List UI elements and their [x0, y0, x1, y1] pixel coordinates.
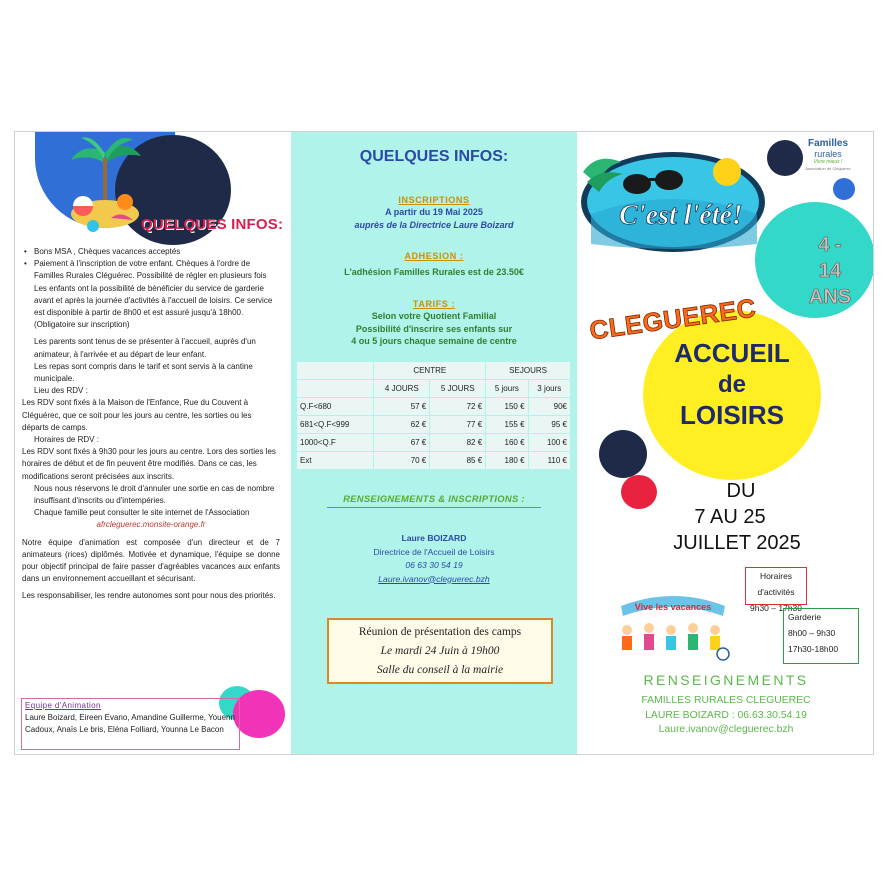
accueil-line-2: de	[717, 371, 746, 398]
table-row	[297, 452, 570, 469]
age-line-3: ANS	[808, 286, 852, 308]
logo-familles-text: Familles	[807, 138, 849, 149]
table-row	[297, 398, 570, 415]
reserve-text: Nous nous réservons le droit d'annuler une sortie en cas de nombre insuffisant d'inscrits ou d'intempéries.	[34, 483, 275, 506]
garderie-title: Garderie	[788, 612, 822, 622]
renseignements-title: RENSEIGNEMENTS	[643, 672, 809, 688]
inscriptions-heading: INSCRIPTIONS	[398, 195, 470, 205]
renseignements-heading: RENSEIGNEMENTS & INSCRIPTIONS :	[343, 493, 525, 504]
decor-pink-circle	[233, 690, 285, 738]
rens-line-2: LAURE BOIZARD : 06.63.30.54.19	[645, 709, 807, 721]
info-repas: Les repas sont compris dans le tarif et sont servis à la cantine municipale.	[34, 361, 253, 384]
left-info-text	[22, 246, 280, 603]
table-header-row	[297, 380, 570, 397]
table-corner-cell	[297, 362, 373, 379]
table-col-header: 5 jours	[486, 380, 527, 397]
table-cell: 155 €	[486, 416, 527, 433]
horaires-title: Horaires d'activités	[757, 571, 795, 597]
info-garderie: Les enfants ont la possibilité de bénéficier du service de garderie avant et après la journée d'activités à l'accueil de loisirs. Ce service est disponible à partir de 8h00 et est assuré jusqu'à 18h00. (Obligatoire sur inscription)	[34, 283, 273, 330]
tarifs-table	[296, 361, 571, 470]
dates-line-1: DU	[726, 480, 756, 502]
table-cell: 160 €	[486, 434, 527, 451]
tarifs-section	[291, 298, 577, 348]
table-row	[297, 416, 570, 433]
contact-phone: 06 63 30 54 19	[405, 560, 463, 570]
site-text: Chaque famille peut consulter le site internet de l'Association	[34, 508, 250, 518]
table-cell: 85 €	[430, 452, 485, 469]
equipe-description: Notre équipe d'animation est composée d'un directeur et de 7 animateurs (rices) diplômés. Motivée et dynamique, l'équipe se donne pour objectif principal de faire passer d'agréables vacances aux enfants dans un environnement accueillant et sécurisant.	[22, 537, 280, 584]
contact-role: Directrice de l'Accueil de Loisirs	[373, 546, 495, 557]
table-group-sejours: SEJOURS	[486, 362, 570, 379]
rens-email-link[interactable]: Laure.ivanov@cleguerec.bzh	[658, 724, 794, 735]
reunion-box	[327, 618, 553, 684]
adhesion-text: L'adhésion Familles Rurales est de 23.50€	[344, 267, 524, 278]
ville-title: CLEGUEREC	[587, 292, 758, 346]
equipe-names: Laure Boizard, Eireen Evano, Amandine Guillerme, Youenn Cadoux, Anaïs Le bris, Eléna Folliard, Younna Le Bacon	[25, 713, 235, 734]
info-bullet-paiement: • Paiement à l'inscription de votre enfant. Chèques à l'ordre de Familles Rurales Cléguérec. Possibilité de régler en plusieurs fois	[22, 258, 280, 282]
familles-rurales-logo	[799, 138, 857, 182]
tarifs-line-3: 4 ou 5 jours chaque semaine de centre	[351, 336, 517, 347]
middle-title: QUELQUES INFOS:	[359, 148, 509, 165]
cest-lete-badge-icon	[577, 144, 769, 254]
table-row	[297, 434, 570, 451]
adhesion-heading: ADHESION :	[404, 251, 464, 261]
right-panel	[577, 132, 874, 755]
table-group-centre: CENTRE	[374, 362, 485, 379]
lieu-title: Lieu des RDV :	[34, 386, 88, 396]
middle-panel	[291, 132, 577, 755]
equipe-box	[21, 698, 240, 750]
rens-line-1: FAMILLES RURALES CLEGUEREC	[641, 695, 811, 706]
table-cell: 62 €	[374, 416, 429, 433]
table-cell: 82 €	[430, 434, 485, 451]
table-cell: 70 €	[374, 452, 429, 469]
accueil-loisirs-title	[643, 338, 821, 431]
table-cell: 67 €	[374, 434, 429, 451]
site-url-link[interactable]: afrcleguerec.monsite-orange.fr	[96, 520, 206, 530]
decor-navy-circle	[599, 430, 647, 478]
dates-line-3: JUILLET 2025	[673, 532, 801, 554]
garderie-line-1: 8h00 – 9h30	[788, 628, 836, 638]
inscriptions-section	[291, 194, 577, 231]
tarifs-line-1: Selon votre Quotient Familial	[371, 311, 497, 322]
logo-assoc-text: Association de Cléguérec	[805, 166, 851, 171]
table-cell: 72 €	[430, 398, 485, 415]
info-parents: Les parents sont tenus de se présenter à l'accueil, auprès d'un animateur, à l'arrivée et au départ de leur enfant.	[34, 337, 256, 359]
garderie-line-2: 17h30-18h00	[788, 644, 839, 654]
table-corner-cell	[297, 380, 373, 397]
dates-line-2: 7 AU 25	[694, 506, 766, 528]
decor-navy-circle	[767, 140, 803, 176]
horaires-value: 9h30 – 17h30	[750, 603, 802, 613]
tarifs-line-2: Possibilité d'inscrire ses enfants sur	[355, 323, 513, 334]
table-cell: 100 €	[529, 434, 570, 451]
table-row-label: 1000<Q.F	[297, 434, 373, 451]
inscriptions-contact: auprès de la Directrice Laure Boizard	[354, 219, 514, 230]
inscriptions-date: A partir du 19 Mai 2025	[385, 207, 483, 218]
accueil-line-1: ACCUEIL	[674, 338, 790, 368]
beach-illustration-icon	[63, 132, 147, 244]
dates-block	[577, 478, 874, 556]
horaires-box	[745, 567, 807, 613]
table-cell: 77 €	[430, 416, 485, 433]
table-row-label: 681<Q.F<999	[297, 416, 373, 433]
age-range	[785, 232, 874, 310]
table-header-group-row	[297, 362, 570, 379]
table-cell: 110 €	[529, 452, 570, 469]
reunion-title: Réunion de présentation des camps	[358, 626, 522, 638]
table-cell: 180 €	[486, 452, 527, 469]
logo-slogan-text: Vivre mieux !	[813, 159, 843, 165]
lieu-text: Les RDV sont fixés à la Maison de l'Enfance, Rue du Couvent à Cléguérec, que ce soit pour les jours au centre, les sorties ou les départs de camps.	[22, 398, 252, 432]
adhesion-section	[291, 250, 577, 279]
accueil-line-3: LOISIRS	[679, 400, 784, 430]
age-line-2: 14	[818, 260, 842, 282]
contact-name: Laure BOIZARD	[401, 533, 467, 543]
contact-email-link[interactable]: Laure.ivanov@cleguerec.bzh	[378, 573, 490, 584]
contact-block	[291, 532, 577, 586]
vive-text: Vive les vacances	[634, 602, 712, 612]
equipe-title: Equipe d'Animation	[25, 701, 101, 710]
reunion-date: Le mardi 24 Juin à 19h00	[380, 645, 500, 657]
table-col-header: 3 jours	[529, 380, 570, 397]
horaires-rdv-text: Les RDV sont fixés à 9h30 pour les jours au centre. Lors des sorties les horaires de début et de fin peuvent être modifiés. Dans ce cas, les modifications seront précisées aux inscrits.	[22, 447, 276, 481]
left-panel	[15, 132, 291, 755]
garderie-box	[783, 608, 859, 664]
responsabilite-text: Les responsabiliser, les rendre autonomes sont pour nous des priorités.	[22, 591, 276, 601]
renseignements-contact	[577, 694, 874, 738]
info-bullet-msa: • Bons MSA , Chèques vacances acceptés	[22, 246, 280, 258]
table-row-label: Q.F<680	[297, 398, 373, 415]
horaires-rdv-title: Horaires de RDV :	[34, 435, 99, 445]
table-cell: 150 €	[486, 398, 527, 415]
reunion-place: Salle du conseil à la mairie	[376, 664, 504, 676]
logo-rurales-text: rurales	[814, 149, 842, 159]
ete-text: C'est l'été!	[619, 200, 743, 231]
vive-les-vacances-illustration-icon	[611, 586, 735, 664]
renseignements-divider	[327, 507, 541, 508]
table-cell: 57 €	[374, 398, 429, 415]
table-col-header: 4 JOURS	[374, 380, 429, 397]
age-line-1: 4 -	[818, 234, 842, 256]
table-cell: 90€	[529, 398, 570, 415]
brochure-sheet	[14, 131, 874, 755]
table-row-label: Ext	[297, 452, 373, 469]
left-title: QUELQUES INFOS:	[141, 216, 284, 233]
tarifs-heading: TARIFS :	[412, 299, 456, 309]
table-col-header: 5 JOURS	[430, 380, 485, 397]
table-cell: 95 €	[529, 416, 570, 433]
